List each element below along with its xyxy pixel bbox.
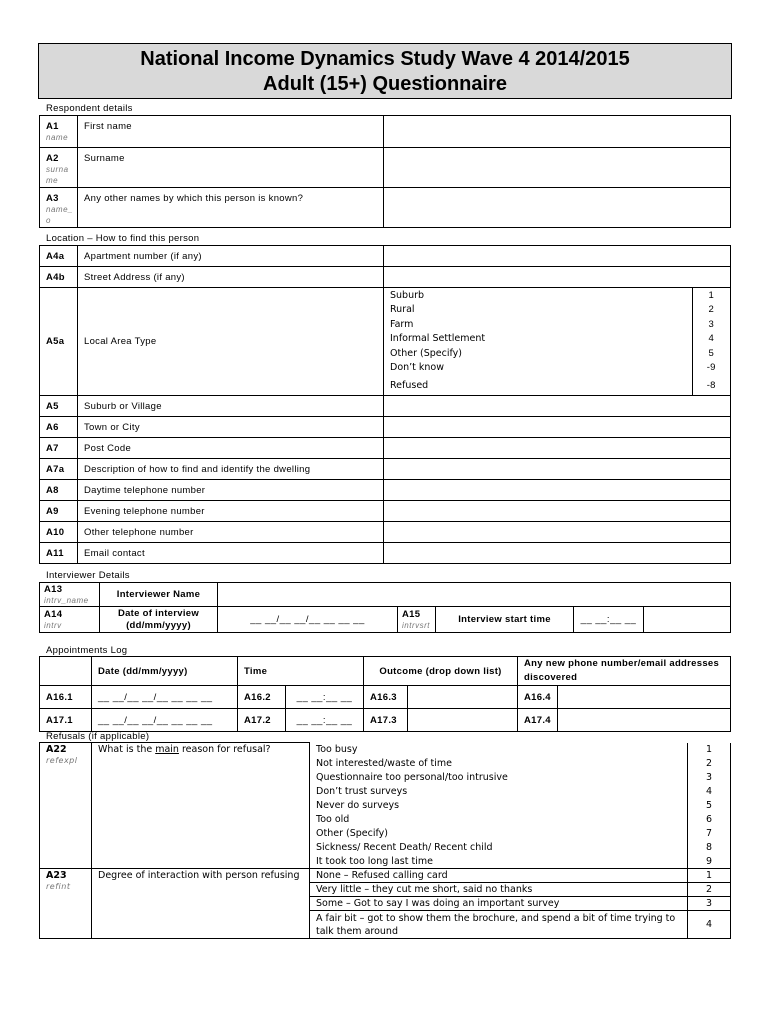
- a5a-option-text: Suburb: [390, 289, 425, 301]
- title-box: [38, 43, 732, 99]
- appointment-row: [40, 686, 731, 709]
- label-a7a: Description of how to find and identify the dwelling: [78, 459, 384, 480]
- appointments-header-row: [40, 657, 731, 686]
- field-a17-3[interactable]: [408, 709, 518, 732]
- a22-option-num: 4: [688, 785, 731, 799]
- label-a6: Town or City: [78, 417, 384, 438]
- refusals-table: [39, 742, 731, 939]
- row-a5a: [40, 288, 731, 396]
- title-line-1: National Income Dynamics Study Wave 4 2014/2015: [140, 48, 630, 70]
- label-a2: Surname: [78, 148, 384, 188]
- a5a-option-num: 3: [692, 317, 730, 331]
- a23-option-row: [40, 869, 731, 883]
- a22-option-text[interactable]: Don’t trust surveys: [310, 785, 688, 799]
- row-a6: [40, 417, 731, 438]
- a5a-option-num: -8: [692, 375, 730, 395]
- label-a9: Evening telephone number: [78, 501, 384, 522]
- field-a16-2[interactable]: __ __:__ __: [286, 686, 364, 709]
- a22-option-num: 7: [688, 827, 731, 841]
- code-a11: A11: [40, 543, 78, 564]
- a5a-option[interactable]: [384, 317, 730, 331]
- a22-option-num: 1: [688, 743, 731, 757]
- var-a23: refint: [46, 882, 71, 891]
- a23-option-num: 2: [688, 883, 731, 897]
- row-a5: [40, 396, 731, 417]
- a5a-option-num: 4: [692, 331, 730, 346]
- field-a9[interactable]: [384, 501, 731, 522]
- field-a17-2[interactable]: __ __:__ __: [286, 709, 364, 732]
- a5a-option-list: [384, 288, 730, 395]
- code-a5a: A5a: [40, 288, 78, 396]
- a22-question-pre: What is the: [98, 744, 156, 755]
- a22-option-text[interactable]: Sickness/ Recent Death/ Recent child: [310, 841, 688, 855]
- a23-option-text[interactable]: A fair bit – got to show them the brochure, and spend a bit of time trying to talk them around: [310, 911, 688, 939]
- a22-option-num: 2: [688, 757, 731, 771]
- var-a3: name_ o: [46, 205, 73, 225]
- row-a10: [40, 522, 731, 543]
- code-a14: A14: [44, 608, 63, 620]
- a22-option-text[interactable]: Questionnaire too personal/too intrusive: [310, 771, 688, 785]
- header-time: Time: [238, 657, 364, 686]
- a5a-option-num: 5: [692, 346, 730, 360]
- field-a13[interactable]: [218, 583, 731, 607]
- a23-question: Degree of interaction with person refusing: [92, 869, 310, 939]
- a5a-option[interactable]: [384, 331, 730, 346]
- field-a4a[interactable]: [384, 246, 731, 267]
- code-a2: A2: [46, 153, 59, 164]
- a5a-option[interactable]: [384, 375, 730, 395]
- row-a7a: [40, 459, 731, 480]
- field-a8[interactable]: [384, 480, 731, 501]
- a5a-option-num: 2: [692, 302, 730, 317]
- a5a-option[interactable]: [384, 346, 730, 360]
- label-a13: Interviewer Name: [100, 583, 218, 607]
- label-a8: Daytime telephone number: [78, 480, 384, 501]
- row-a3: [40, 188, 731, 228]
- a22-option-row: [40, 743, 731, 757]
- a5a-option[interactable]: [384, 302, 730, 317]
- field-a4b[interactable]: [384, 267, 731, 288]
- var-a15: intrvsrt: [402, 620, 430, 630]
- a23-option-text[interactable]: None – Refused calling card: [310, 869, 688, 883]
- field-a5[interactable]: [384, 396, 731, 417]
- row-a2: [40, 148, 731, 188]
- interviewer-heading: Interviewer Details: [46, 570, 130, 581]
- a23-option-text[interactable]: Some – Got to say I was doing an important survey: [310, 897, 688, 911]
- code-a15: A15: [402, 608, 421, 620]
- field-a7[interactable]: [384, 438, 731, 459]
- field-a17-1[interactable]: __ __/__ __/__ __ __ __: [92, 709, 238, 732]
- field-a2[interactable]: [384, 148, 731, 188]
- a22-option-text[interactable]: It took too long last time: [310, 855, 688, 869]
- row-a4b: [40, 267, 731, 288]
- a22-option-num: 9: [688, 855, 731, 869]
- field-a16-3[interactable]: [408, 686, 518, 709]
- label-a4b: Street Address (if any): [78, 267, 384, 288]
- a22-option-num: 6: [688, 813, 731, 827]
- row-a9: [40, 501, 731, 522]
- a5a-option[interactable]: [384, 360, 730, 375]
- field-a16-1[interactable]: __ __/__ __/__ __ __ __: [92, 686, 238, 709]
- location-table: [39, 245, 731, 564]
- header-outcome: Outcome (drop down list): [364, 657, 518, 686]
- a23-option-num: 3: [688, 897, 731, 911]
- label-a1: First name: [78, 116, 384, 148]
- appointments-table: [39, 656, 731, 732]
- field-a17-4[interactable]: [558, 709, 731, 732]
- location-heading: Location – How to find this person: [46, 233, 200, 244]
- a23-option-num: 1: [688, 869, 731, 883]
- a23-option-text[interactable]: Very little – they cut me short, said no thanks: [310, 883, 688, 897]
- code-a16-4: A16.4: [518, 686, 558, 709]
- field-a3[interactable]: [384, 188, 731, 228]
- var-a22: refexpl: [46, 756, 78, 765]
- a22-option-num: 8: [688, 841, 731, 855]
- field-a7a[interactable]: [384, 459, 731, 480]
- var-a1: name: [46, 133, 69, 142]
- var-a13: intrv_name: [44, 595, 89, 605]
- row-a1: [40, 116, 731, 148]
- var-a2: surna me: [46, 165, 69, 185]
- a22-option-text[interactable]: Too busy: [310, 743, 688, 757]
- code-a5: A5: [40, 396, 78, 417]
- a5a-option-num: 1: [692, 288, 730, 302]
- code-a1: A1: [46, 121, 59, 132]
- appointments-heading: Appointments Log: [46, 645, 128, 656]
- row-a8: [40, 480, 731, 501]
- field-a15[interactable]: __ __:__ __: [574, 607, 644, 633]
- label-a5a: Local Area Type: [78, 288, 384, 396]
- var-a14: intrv: [44, 620, 62, 630]
- a5a-option-num: -9: [692, 360, 730, 375]
- label-a10: Other telephone number: [78, 522, 384, 543]
- code-a10: A10: [40, 522, 78, 543]
- a5a-option-text: Other (Specify): [390, 347, 462, 359]
- a15-spacer: [644, 607, 731, 633]
- code-a13: A13: [44, 583, 63, 595]
- row-a7: [40, 438, 731, 459]
- a22-question: [92, 743, 310, 869]
- code-a8: A8: [40, 480, 78, 501]
- a5a-option-text: Don’t know: [390, 362, 445, 373]
- label-a14-line1: Date of interview: [117, 607, 200, 619]
- label-a4a: Apartment number (if any): [78, 246, 384, 267]
- code-a4a: A4a: [40, 246, 78, 267]
- row-a4a: [40, 246, 731, 267]
- label-a14-line2: (dd/mm/yyyy): [126, 619, 191, 631]
- code-a7: A7: [40, 438, 78, 459]
- a22-question-underlined: main: [155, 744, 179, 755]
- appointment-row: [40, 709, 731, 732]
- a5a-option-text: Informal Settlement: [390, 333, 486, 344]
- field-a16-4[interactable]: [558, 686, 731, 709]
- a5a-option[interactable]: [384, 288, 730, 302]
- a22-option-num: 3: [688, 771, 731, 785]
- code-a22: A22: [46, 744, 67, 755]
- field-a6[interactable]: [384, 417, 731, 438]
- field-a1[interactable]: [384, 116, 731, 148]
- code-a16-1: A16.1: [40, 686, 92, 709]
- label-a7: Post Code: [78, 438, 384, 459]
- code-a17-2: A17.2: [238, 709, 286, 732]
- code-a9: A9: [40, 501, 78, 522]
- code-a16-2: A16.2: [238, 686, 286, 709]
- a22-question-post: reason for refusal?: [178, 744, 271, 755]
- a5a-options: [384, 288, 731, 396]
- a22-option-text[interactable]: Other (Specify): [310, 827, 688, 841]
- code-a3: A3: [46, 193, 59, 204]
- code-a7a: A7a: [40, 459, 78, 480]
- label-a11: Email contact: [78, 543, 384, 564]
- code-a17-4: A17.4: [518, 709, 558, 732]
- a22-option-text[interactable]: Not interested/waste of time: [310, 757, 688, 771]
- a22-option-num: 5: [688, 799, 731, 813]
- a22-option-text[interactable]: Never do surveys: [310, 799, 688, 813]
- code-a17-3: A17.3: [364, 709, 408, 732]
- a5a-option-text: Farm: [390, 318, 414, 330]
- field-a10[interactable]: [384, 522, 731, 543]
- label-a5: Suburb or Village: [78, 396, 384, 417]
- a5a-option-text: Rural: [390, 304, 415, 315]
- header-blank: [40, 657, 92, 686]
- row-a13: [40, 583, 731, 607]
- code-a16-3: A16.3: [364, 686, 408, 709]
- a22-option-text[interactable]: Too old: [310, 813, 688, 827]
- respondent-heading: Respondent details: [46, 103, 133, 114]
- code-a17-1: A17.1: [40, 709, 92, 732]
- label-a15: Interview start time: [436, 607, 574, 633]
- respondent-table: [39, 115, 731, 228]
- a5a-option-text: Refused: [390, 379, 429, 391]
- code-a23: A23: [46, 870, 67, 881]
- field-a11[interactable]: [384, 543, 731, 564]
- label-a14: [100, 607, 218, 633]
- a23-option-num: 4: [688, 911, 731, 939]
- interviewer-table: [39, 582, 731, 633]
- refusals-heading: Refusals (if applicable): [46, 731, 150, 742]
- row-a11: [40, 543, 731, 564]
- label-a3: Any other names by which this person is known?: [78, 188, 384, 228]
- header-phone: Any new phone number/email addresses discovered: [518, 657, 731, 686]
- code-a4b: A4b: [40, 267, 78, 288]
- header-date: Date (dd/mm/yyyy): [92, 657, 238, 686]
- title-line-2: Adult (15+) Questionnaire: [263, 73, 507, 95]
- field-a14[interactable]: __ __/__ __/__ __ __ __: [218, 607, 398, 633]
- code-a6: A6: [40, 417, 78, 438]
- row-a14-a15: [40, 607, 731, 633]
